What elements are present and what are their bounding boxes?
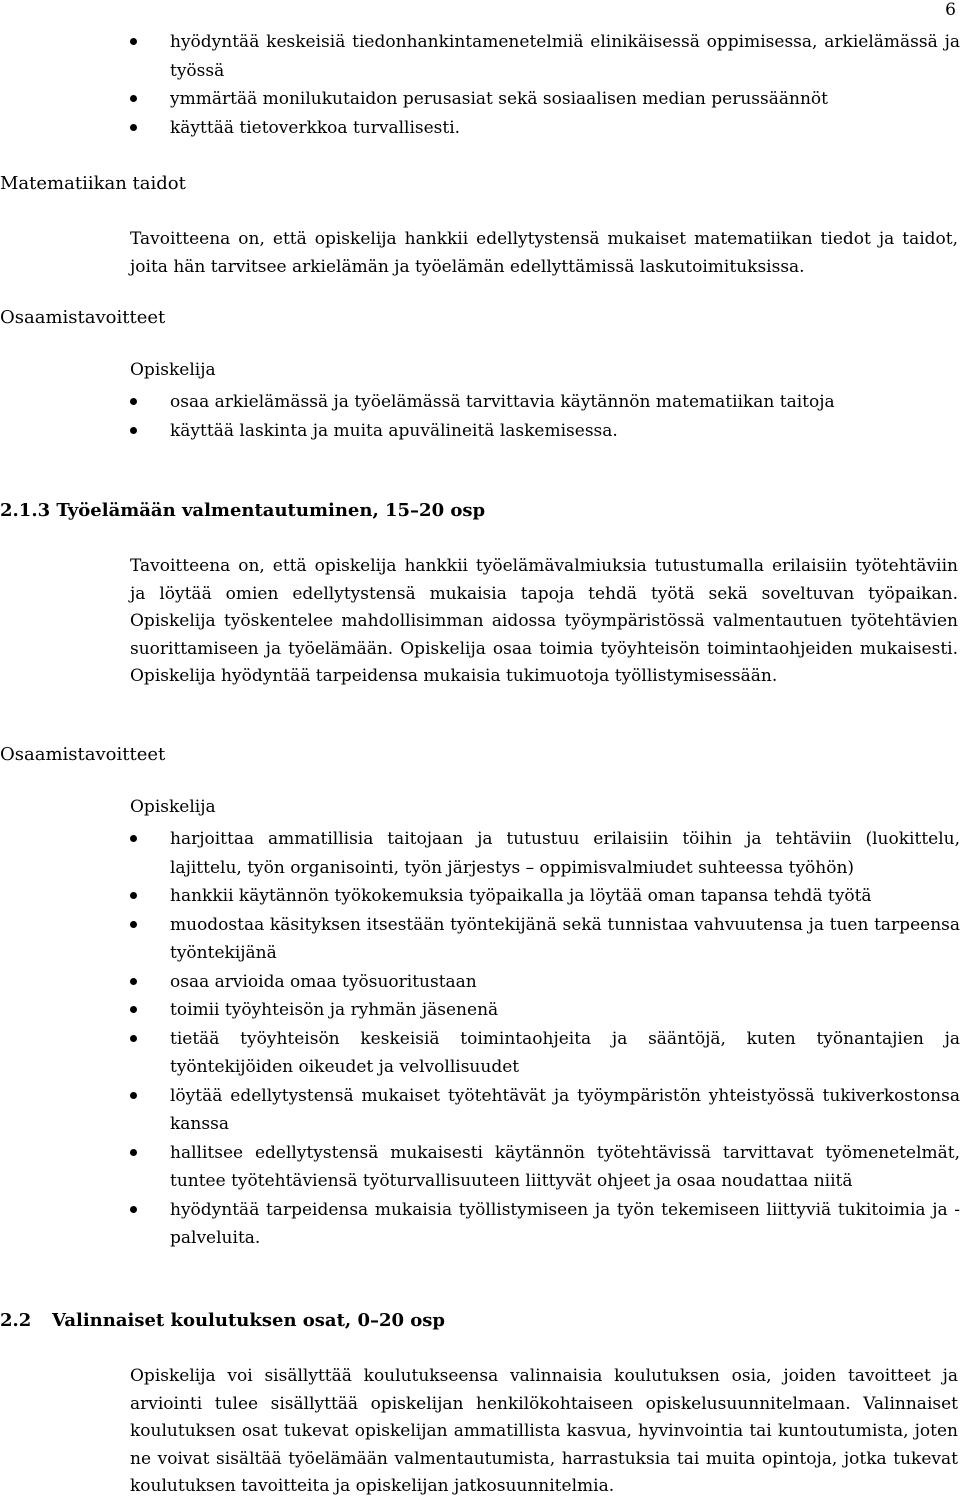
elective-section-heading	[0, 1310, 445, 1331]
bullet-icon	[130, 892, 137, 899]
work-outcomes-label: Osaamistavoitteet	[0, 744, 166, 765]
bullet-icon	[130, 1006, 137, 1013]
math-goal-text: Tavoitteena on, että opiskelija hankkii edellytystensä mukaiset matematiikan tiedot ja taidot, joita hän tarvitsee arkielämän ja työelämän edellyttämissä laskutoimituksissa.	[130, 229, 958, 277]
elective-section-title: Valinnaiset koulutuksen osat, 0–20 osp	[52, 1310, 446, 1331]
math-outcomes-label: Osaamistavoitteet	[0, 307, 166, 328]
list-item: muodostaa käsityksen itsestään työntekijänä sekä tunnistaa vahvuutensa ja tuen tarpeensa työntekijänä	[130, 911, 960, 968]
bullet-icon	[130, 427, 137, 434]
elective-section-number: 2.2	[0, 1310, 32, 1331]
page-number: 6	[945, 0, 956, 20]
list-item: ymmärtää monilukutaidon perusasiat sekä sosiaalisen median perussäännöt	[130, 85, 960, 114]
list-item: käyttää tietoverkkoa turvallisesti.	[130, 114, 960, 143]
bullet-icon	[130, 1206, 137, 1213]
list-item: hallitsee edellytystensä mukaisesti käytännön työtehtävissä tarvittavat työmenetelmät, tuntee työtehtäviensä työturvallisuuteen liittyvät ohjeet ja osaa noudattaa niitä	[130, 1139, 960, 1196]
list-item: osaa arvioida omaa työsuoritustaan	[130, 968, 960, 997]
bullet-icon	[130, 38, 137, 45]
list-item: harjoittaa ammatillisia taitojaan ja tutustuu erilaisiin töihin ja tehtäviin (luokittelu, lajittelu, työn organisointi, työn järjestys – oppimisvalmiudet suhteessa työhön)	[130, 825, 960, 882]
bullet-icon	[130, 398, 137, 405]
list-item: toimii työyhteisön ja ryhmän jäsenenä	[130, 996, 960, 1025]
list-item: hankkii käytännön työkokemuksia työpaikalla ja löytää oman tapansa tehdä työtä	[130, 882, 960, 911]
math-section-title: Matematiikan taidot	[0, 173, 186, 194]
bullet-icon	[130, 1149, 137, 1156]
work-goal-text: Tavoitteena on, että opiskelija hankkii työelämävalmiuksia tutustumalla erilaisiin työtehtäviin ja löytää omien edellytystensä mukaisia tapoja tehdä työtä sekä soveltuvan työpaikan. Opiskelija työskentelee mahdollisimman aidossa työympäristössä valmentautuen työtehtävien suorittamiseen ja työelämään. Opiskelija osaa toimia työyhteisön toimintaohjeiden mukaisesti. Opiskelija hyödyntää tarpeidensa mukaisia tukimuotoja työllistymisessään.	[130, 556, 958, 686]
work-lead: Opiskelija	[130, 797, 216, 817]
list-item: osaa arkielämässä ja työelämässä tarvittavia käytännön matematiikan taitoja	[130, 388, 960, 417]
list-item: hyödyntää tarpeidensa mukaisia työllistymiseen ja työn tekemiseen liittyviä tukitoimia ja -palveluita.	[130, 1196, 960, 1253]
list-item: hyödyntää keskeisiä tiedonhankintamenetelmiä elinikäisessä oppimisessa, arkielämässä ja työssä	[130, 28, 960, 85]
bullet-icon	[130, 835, 137, 842]
bullet-icon	[130, 124, 137, 131]
work-section-heading	[0, 500, 485, 521]
bullet-icon	[130, 1092, 137, 1099]
work-section-title: Työelämään valmentautuminen, 15–20 osp	[56, 500, 486, 521]
work-bullet-list	[130, 825, 960, 1253]
list-item: löytää edellytystensä mukaiset työtehtävät ja työympäristön yhteistyössä tukiverkostonsa kanssa	[130, 1082, 960, 1139]
elective-text: Opiskelija voi sisällyttää koulutukseensa valinnaisia koulutuksen osia, joiden tavoitteet ja arviointi tulee sisällyttää opiskelijan henkilökohtaiseen opiskelusuunnitelmaan. Valinnaiset koulutuksen osat tukevat opiskelijan ammatillista kasvua, hyvinvointia tai kuntoutumista, joten ne voivat sisältää työelämään valmentautumista, harrastuksia tai muita opintoja, jotka tukevat koulutuksen tavoitteita ja opiskelijan jatkosuunnitelmia.	[130, 1366, 958, 1496]
math-bullet-list	[130, 388, 960, 445]
bullet-icon	[130, 1035, 137, 1042]
top-bullet-list	[130, 28, 960, 142]
bullet-icon	[130, 95, 137, 102]
bullet-icon	[130, 978, 137, 985]
math-lead: Opiskelija	[130, 360, 216, 380]
list-item: tietää työyhteisön keskeisiä toimintaohjeita ja sääntöjä, kuten työnantajien ja työntekijöiden oikeudet ja velvollisuudet	[130, 1025, 960, 1082]
list-item: käyttää laskinta ja muita apuvälineitä laskemisessa.	[130, 417, 960, 446]
work-section-number: 2.1.3	[0, 500, 51, 521]
bullet-icon	[130, 921, 137, 928]
